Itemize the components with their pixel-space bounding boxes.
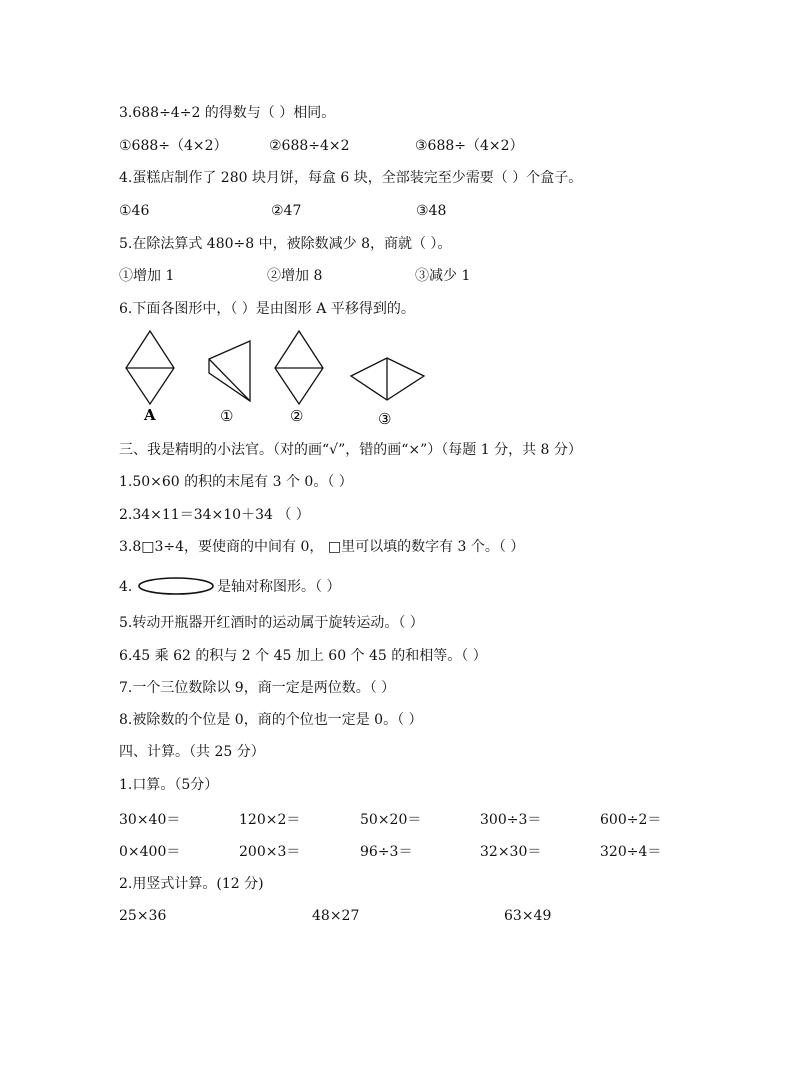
- oral-r2-c3: 96÷3＝: [360, 844, 413, 860]
- vertical-item-1: 25×36: [119, 908, 167, 924]
- figure-label-a: A: [144, 406, 156, 424]
- q3-option-1: ①688÷（4×2）: [119, 138, 228, 154]
- section3-item-1: 1.50×60 的积的末尾有 3 个 0。（ ）: [119, 474, 353, 490]
- figure-1-diagonal: [209, 359, 250, 401]
- oral-r2-c1: 0×400＝: [119, 844, 181, 860]
- oral-r1-c2: 120×2＝: [239, 812, 301, 828]
- q3-option-2: ②688÷4×2: [269, 138, 350, 154]
- q5-option-1: ①增加 1: [119, 268, 175, 284]
- section3-item-2: 2.34×11＝34×10＋34 （ ）: [119, 507, 310, 523]
- oral-calc-title: 1.口算。（5分）: [119, 777, 219, 793]
- figure-label-3: ③: [378, 410, 392, 428]
- q4-option-1: ①46: [119, 203, 150, 219]
- oral-r2-c5: 320÷4＝: [600, 844, 662, 860]
- section3-item-7: 7.一个三位数除以 9，商一定是两位数。（ ）: [119, 680, 396, 696]
- q5-stem: 5.在除法算式 480÷8 中，被除数减少 8，商就（ ）。: [119, 236, 452, 252]
- figure-label-2: ②: [290, 407, 304, 425]
- oral-r2-c4: 32×30＝: [480, 844, 542, 860]
- oral-r1-c4: 300÷3＝: [480, 812, 542, 828]
- oral-r1-c3: 50×20＝: [360, 812, 422, 828]
- vertical-item-2: 48×27: [312, 908, 360, 924]
- q5-option-3: ③减少 1: [415, 268, 471, 284]
- q3-option-3: ③688÷（4×2）: [415, 138, 524, 154]
- vertical-calc-title: 2.用竖式计算。(12 分): [119, 876, 264, 892]
- vertical-item-3: 63×49: [504, 908, 552, 924]
- q4-option-3: ③48: [416, 203, 447, 219]
- oral-r2-c2: 200×3＝: [239, 844, 301, 860]
- ellipse-shape: [139, 578, 213, 594]
- q3-stem: 3.688÷4÷2 的得数与（ ）相同。: [119, 105, 336, 121]
- section4-title: 四、计算。（共 25 分）: [119, 744, 265, 760]
- q4-stem: 4.蛋糕店制作了 280 块月饼，每盒 6 块，全部装完至少需要（ ）个盒子。: [119, 170, 583, 186]
- oral-r1-c5: 600÷2＝: [600, 812, 662, 828]
- figure-1-shape: [209, 341, 250, 401]
- section3-item-6: 6.45 乘 62 的积与 2 个 45 加上 60 个 45 的和相等。（ ）: [119, 648, 487, 664]
- q6-stem: 6.下面各图形中，（ ）是由图形 A 平移得到的。: [119, 301, 415, 317]
- q5-option-2: ②增加 8: [267, 268, 323, 284]
- section3-item-4-prefix: 4.: [119, 579, 133, 595]
- section3-item-5: 5.转动开瓶器开红酒时的运动属于旋转运动。（ ）: [119, 615, 424, 631]
- section3-item-3: 3.8□3÷4，要使商的中间有 0， □里可以填的数字有 3 个。（ ）: [119, 539, 525, 555]
- figure-label-1: ①: [220, 407, 234, 425]
- oral-r1-c1: 30×40＝: [119, 812, 181, 828]
- section3-item-8: 8.被除数的个位是 0，商的个位也一定是 0。（ ）: [119, 712, 423, 728]
- ellipse-figure: [138, 575, 218, 599]
- section3-item-4-text: 是轴对称图形。（ ）: [217, 579, 341, 595]
- section3-title: 三、我是精明的小法官。（对的画“√”，错的画“×”）（每题 1 分，共 8 分）: [119, 442, 582, 458]
- q4-option-2: ②47: [271, 203, 302, 219]
